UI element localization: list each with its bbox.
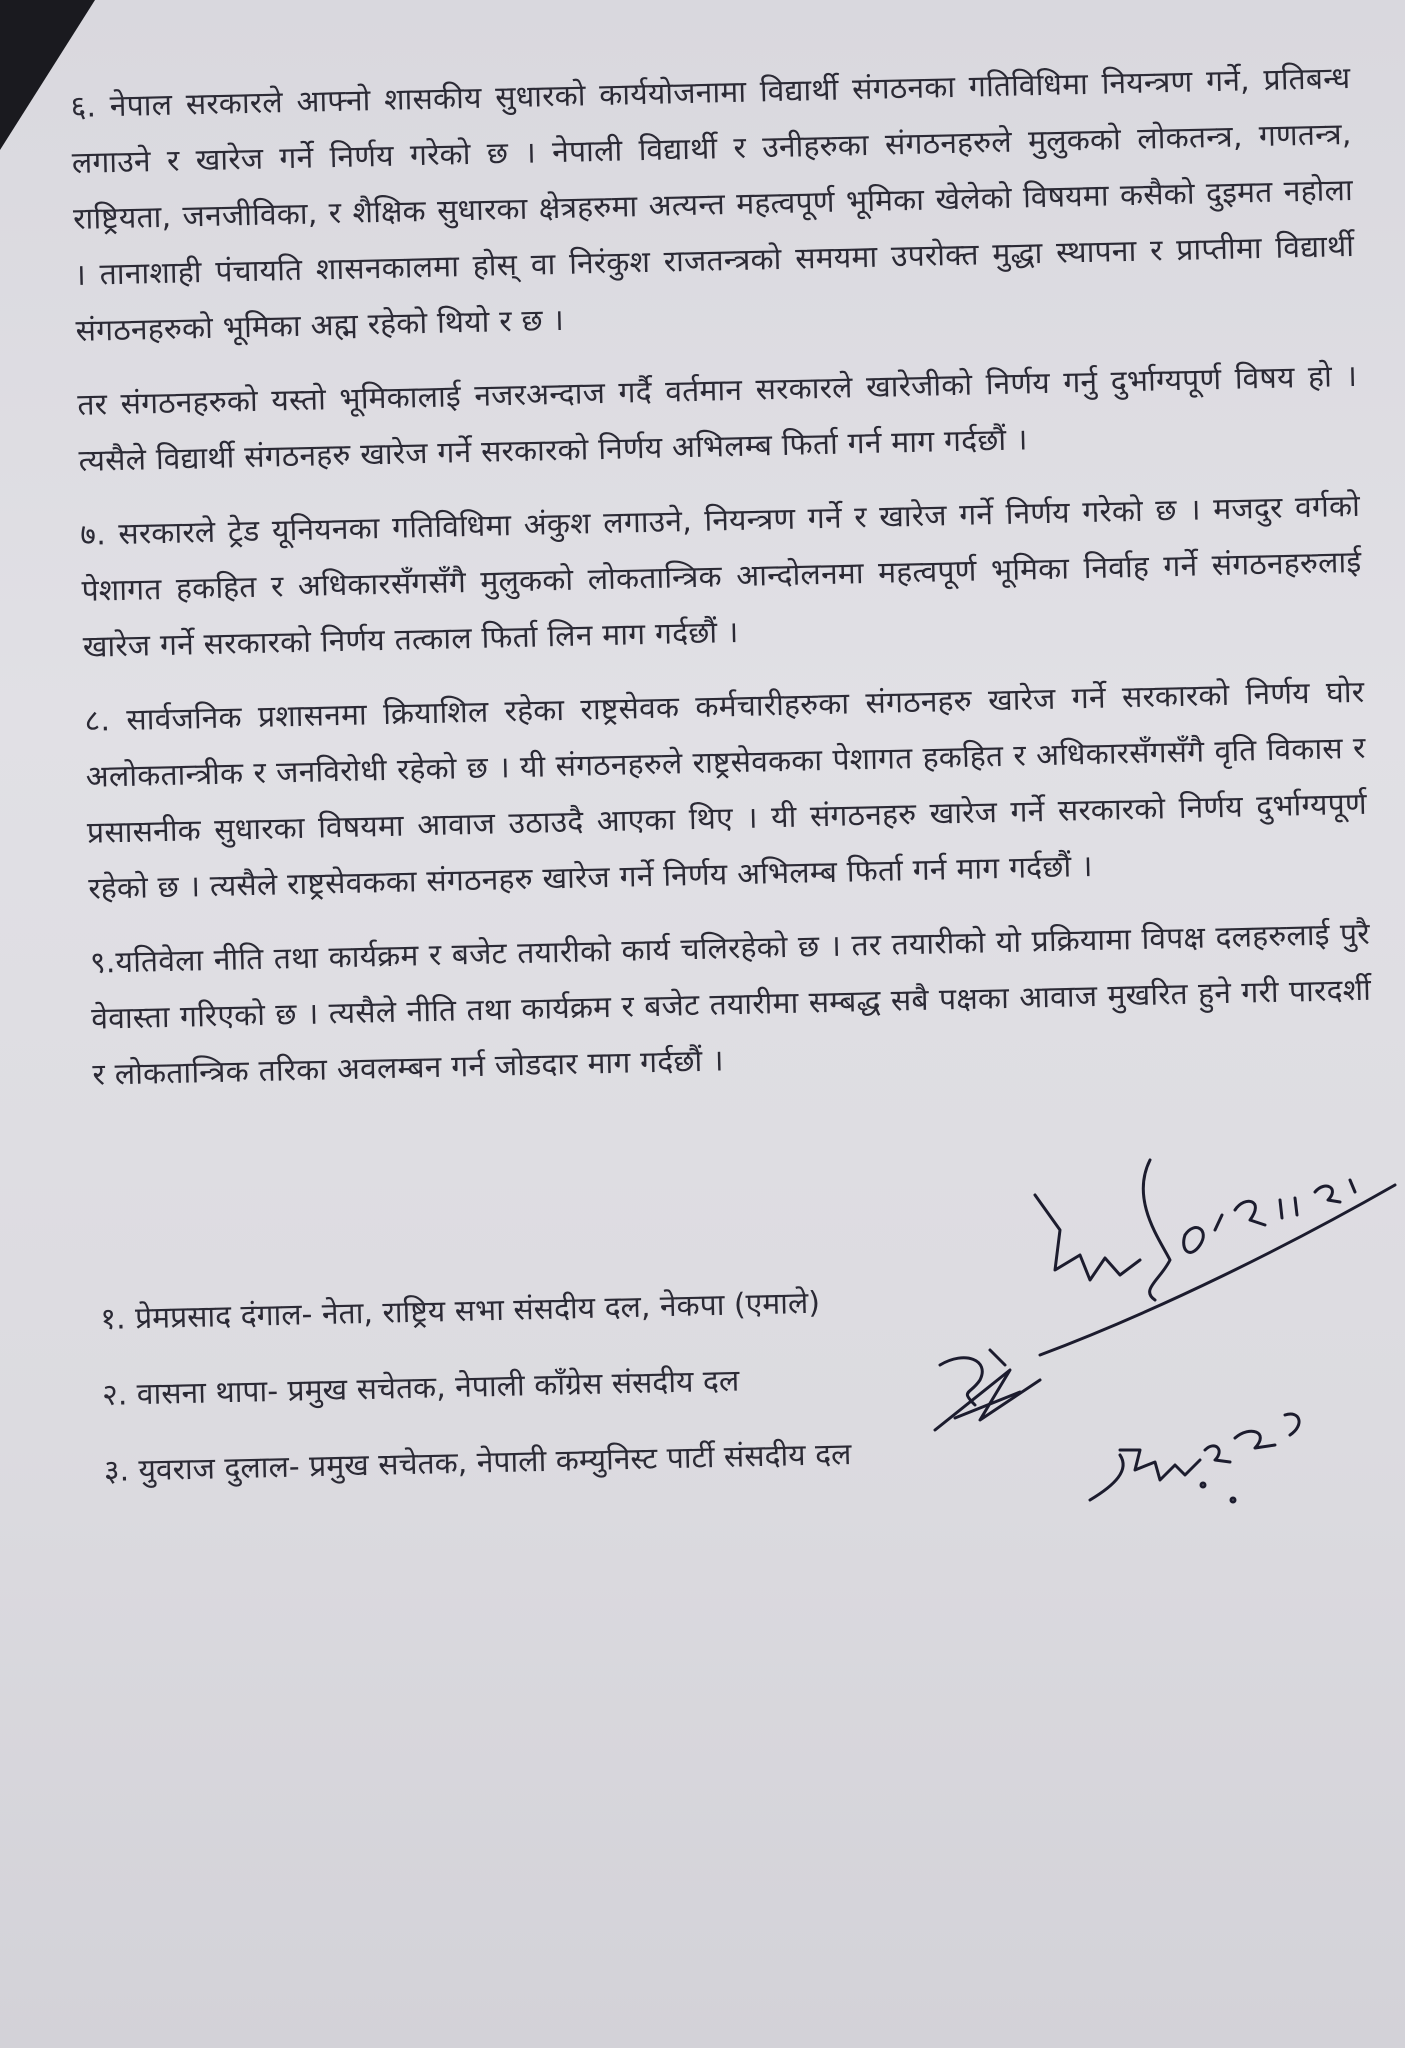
signatory-2: २. वासना थापा- प्रमुख सचेतक, नेपाली काँग्रेस संसदीय दल [101, 1363, 740, 1413]
paragraph-7: ७. सरकारले ट्रेड यूनियनका गतिविधिमा अंकुश लगाउने, नियन्त्रण गर्ने र खारेज गर्ने निर्णय गरेको छ । मजदुर वर्गको पेशागत हकहित र अधिकारसँगसँगै मुलुकको लोकतान्त्रिक आन्दोलनमा महत्वपूर्ण भूमिका निर्वाह गर्ने संगठनहरुलाई खारेज गर्ने सरकारको निर्णय तत्काल फिर्ता लिन माग गर्दछौं । [79, 488, 1362, 665]
paragraph-6: ६. नेपाल सरकारले आफ्नो शासकीय सुधारको कार्ययोजनामा विद्यार्थी संगठनका गतिविधिमा नियन्त्रण गर्ने, प्रतिबन्ध लगाउने र खारेज गर्ने निर्णय गरेको छ । नेपाली विद्यार्थी र उनीहरुका संगठनहरुले मुलुकको लोकतन्त्र, गणतन्त्र, राष्ट्रियता, जनजीविका, र शैक्षिक सुधारका क्षेत्रहरुमा अत्यन्त महत्वपूर्ण भूमिका खेलेको विषयमा कसैको दुइमत नहोला । तानाशाही पंचायति शासनकालमा होस् वा निरंकुश राजतन्त्रको समयमा उपरोक्त मुद्धा स्थापना र प्राप्तीमा विद्यार्थी संगठनहरुको भूमिका अह्म रहेको थियो र छ । [70, 60, 1355, 349]
paragraph-9: ९.यतिवेला नीति तथा कार्यक्रम र बजेट तयारीको कार्य चलिरहेको छ । तर तयारीको यो प्रक्रियामा विपक्ष दलहरुलाई पुरै वेवास्ता गरिएको छ । त्यसैले नीति तथा कार्यक्रम र बजेट तयारीमा सम्बद्ध सबै पक्षका आवाज मुखरित हुने गरी पारदर्शी र लोकतान्त्रिक तरिका अवलम्बन गर्न जोडदार माग गर्दछौं । [89, 916, 1372, 1093]
paragraph-8: ८. सार्वजनिक प्रशासनमा क्रियाशिल रहेका राष्ट्रसेवक कर्मचारीहरुका संगठनहरु खारेज गर्ने सरकारको निर्णय घोर अलोकतान्त्रीक र जनविरोधी रहेको छ । यी संगठनहरुले राष्ट्रसेवकका पेशागत हकहित र अधिकारसँगसँगै वृति विकास र प्रसासनीक सुधारका विषयमा आवाज उठाउदै आएका थिए । यी संगठनहरु खारेज गर्ने सरकारको निर्णय दुर्भाग्यपूर्ण रहेको छ । त्यसैले राष्ट्रसेवकका संगठनहरु खारेज गर्ने निर्णय अभिलम्ब फिर्ता गर्न माग गर्दछौं । [84, 674, 1368, 907]
signatory-3: ३. युवराज दुलाल- प्रमुख सचेतक, नेपाली कम्युनिस्ट पार्टी संसदीय दल [103, 1436, 852, 1489]
signatories-list [100, 1275, 1205, 1528]
paragraph-6-continued: तर संगठनहरुको यस्तो भूमिकालाई नजरअन्दाज गर्दै वर्तमान सरकारले खारेजीको निर्णय गर्नु दुर्भाग्यपूर्ण विषय हो । त्यसैले विद्यार्थी संगठनहरु खारेज गर्ने सरकारको निर्णय अभिलम्ब फिर्ता गर्न माग गर्दछौं । [76, 358, 1358, 479]
signatory-1: १. प्रेमप्रसाद दंगाल- नेता, राष्ट्रिय सभा संसदीय दल, नेकपा (एमाले) [100, 1285, 821, 1337]
document-body [70, 51, 1373, 1122]
